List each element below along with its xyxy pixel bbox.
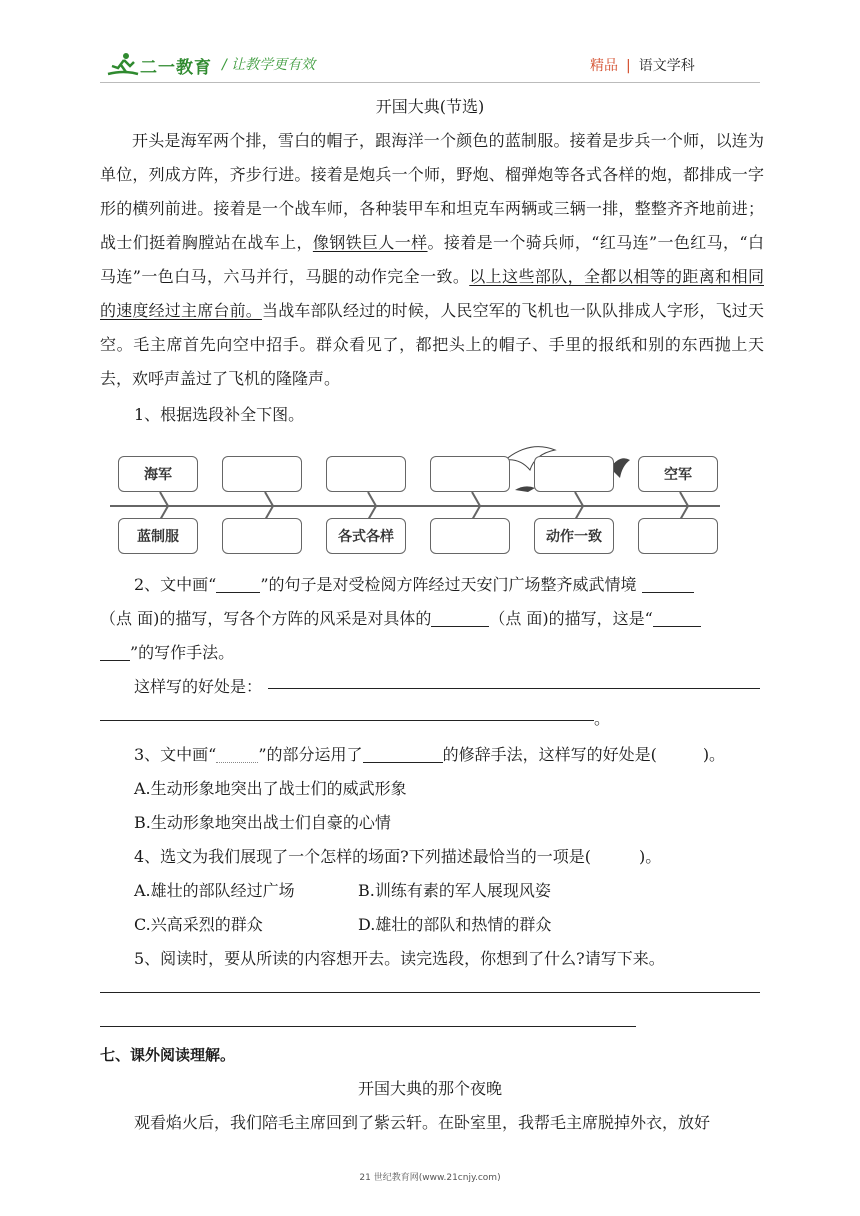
diagram-box-top-2[interactable] (222, 456, 302, 492)
blank[interactable] (216, 576, 260, 593)
diagram-box-bottom-3: 各式各样 (326, 518, 406, 554)
tag-premium: 精品 (590, 58, 618, 74)
para-text-c: 。接着是一个骑兵师，“红马连”一色红马，“白马连”一色白马，六马并行，马腿的动作完全一致。 (100, 233, 764, 286)
answer-line[interactable] (100, 1026, 636, 1027)
diagram-box-bottom-1: 蓝制服 (118, 518, 198, 554)
article-2-title: 开国大典的那个夜晚 (357, 1079, 502, 1098)
answer-line[interactable] (100, 992, 760, 993)
diagram-box-top-4[interactable] (430, 456, 510, 492)
question-2-line-2: （点 面)的描写，写各个方阵的风采是对具体的 （点 面)的描写，这是“ (100, 606, 701, 629)
blank[interactable] (216, 746, 258, 763)
option-4a[interactable]: A.雄壮的部队经过广场 (134, 881, 295, 900)
para-underlined-simile: 像钢铁巨人一样 (312, 233, 428, 252)
para-text-e: 当战车部队经过的时候，人民空军的飞机也一队队排成人字形，飞过天空。毛主席首先向空中招手。群众看见了，都把头上的帽子、手里的报纸和别的东西抛上天去，欢呼声盖过了飞机的隆隆声。 (100, 301, 764, 388)
section-heading: 七、课外阅读理解。 (100, 1046, 236, 1064)
fishbone-diagram (110, 440, 730, 570)
logo-text: 二一教育 (140, 58, 212, 78)
answer-line[interactable] (100, 720, 594, 721)
diagram-box-bottom-2[interactable] (222, 518, 302, 554)
diagram-box-top-1: 海军 (118, 456, 198, 492)
blank[interactable] (431, 610, 489, 627)
article-paragraph (100, 124, 764, 396)
option-4c[interactable]: C.兴高采烈的群众 (134, 915, 263, 934)
option-4b[interactable]: B.训练有素的军人展现风姿 (358, 881, 551, 900)
diagram-box-top-6: 空军 (638, 456, 718, 492)
answer-line[interactable] (268, 688, 760, 689)
diagram-box-top-3[interactable] (326, 456, 406, 492)
footer: 21 世纪教育网(www.21cnjy.com) (359, 1173, 501, 1183)
option-3a[interactable]: A.生动形象地突出了战士们的威武形象 (134, 779, 407, 798)
para-underlined-summary: 以上这些部队，全都以相等的距离和相同的速度经过主席台前。 (100, 267, 764, 320)
blank[interactable] (653, 610, 701, 627)
para-text-a: 开头是海军两个排，雪白的帽子，跟海洋一个颜色的蓝制服。接着是步兵一个师，以连为单位，列成方阵，齐步行进。接着是炮兵一个师，野炮、榴弹炮等各式各样的炮，都排成一字形的横列前进。接着是一个战车师，各种装甲车和坦克车两辆或三辆一排，整整齐齐地前进；战士们挺着胸膛站在战车上， (100, 131, 764, 252)
diagram-box-bottom-4[interactable] (430, 518, 510, 554)
diagram-box-bottom-5: 动作一致 (534, 518, 614, 554)
diagram-box-top-5[interactable] (534, 456, 614, 492)
article-title: 开国大典(节选) (375, 97, 485, 116)
diagram-box-bottom-6[interactable] (638, 518, 718, 554)
question-5: 5、阅读时，要从所读的内容想开去。读完选段，你想到了什么?请写下来。 (134, 949, 665, 968)
option-3b[interactable]: B.生动形象地突出战士们自豪的心情 (134, 813, 391, 832)
question-3: 3、文中画“ ”的部分运用了 的修辞手法，这样写的好处是( )。 (134, 745, 726, 764)
article-2-paragraph: 观看焰火后，我们陪毛主席回到了紫云轩。在卧室里，我帮毛主席脱掉外衣，放好 (134, 1113, 711, 1132)
header-rule (100, 82, 760, 83)
blank[interactable] (100, 644, 130, 661)
slogan: / 让教学更有效 (222, 57, 316, 73)
blank[interactable] (642, 576, 694, 593)
period: 。 (594, 709, 611, 728)
tag-subject: 语文学科 (638, 58, 695, 74)
blank[interactable] (363, 746, 443, 763)
question-2-line-3: ”的写作手法。 (100, 640, 234, 663)
question-1: 1、根据选段补全下图。 (134, 405, 305, 424)
header-tags (590, 55, 695, 75)
question-4: 4、选文为我们展现了一个怎样的场面?下列描述最恰当的一项是( )。 (134, 847, 662, 866)
question-2-benefit: 这样写的好处是： (134, 677, 263, 696)
question-2-line-1: 2、文中画“ ”的句子是对受检阅方阵经过天安门广场整齐威武情境 (134, 572, 694, 595)
option-4d[interactable]: D.雄壮的部队和热情的群众 (358, 915, 552, 934)
header-divider: | (626, 58, 631, 74)
